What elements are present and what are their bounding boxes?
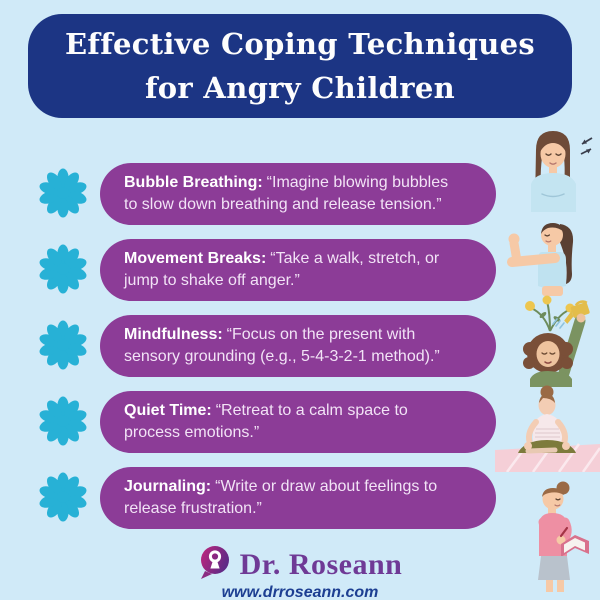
technique-label: Quiet Time: (124, 402, 212, 419)
technique-label: Bubble Breathing: (124, 174, 263, 191)
flower-burst-icon (37, 243, 89, 295)
technique-pill (100, 239, 496, 301)
technique-quote: “Imagine blowing bubbles to slow down breathing and release tension.” (124, 174, 449, 213)
header-banner (28, 14, 572, 118)
flower-burst-icon (37, 395, 89, 447)
brand-row (198, 544, 403, 585)
flower-burst-icon (37, 471, 89, 523)
page-title-line-1: Effective Coping Techniques (65, 27, 535, 61)
technique-label: Journaling: (124, 478, 212, 495)
flower-burst-icon (37, 167, 89, 219)
technique-label: Mindfulness: (124, 326, 223, 343)
page-title-line-2: for Angry Children (145, 71, 455, 105)
technique-quote: “Take a walk, stretch, or jump to shake off anger.” (124, 250, 440, 289)
flower-burst-icon (37, 319, 89, 371)
technique-pill (100, 391, 496, 453)
website-url: www.drroseann.com (221, 584, 379, 600)
woman-stretching-illustration (500, 214, 600, 300)
woman-watering-flowers-illustration (502, 295, 600, 387)
woman-meditating-illustration (495, 382, 600, 472)
woman-breathing-illustration (506, 124, 600, 212)
technique-pill (100, 467, 496, 529)
technique-quote: “Focus on the present with sensory grounding (e.g., 5-4-3-2-1 method).” (124, 326, 440, 365)
technique-pill (100, 163, 496, 225)
keyhole-speech-bubble-icon (198, 544, 232, 585)
technique-quote: “Write or draw about feelings to release frustration.” (124, 478, 438, 517)
technique-label: Movement Breaks: (124, 250, 267, 267)
footer-brand (0, 544, 600, 600)
technique-pill (100, 315, 496, 377)
technique-quote: “Retreat to a calm space to process emotions.” (124, 402, 408, 441)
brand-name: Dr. Roseann (239, 547, 403, 581)
